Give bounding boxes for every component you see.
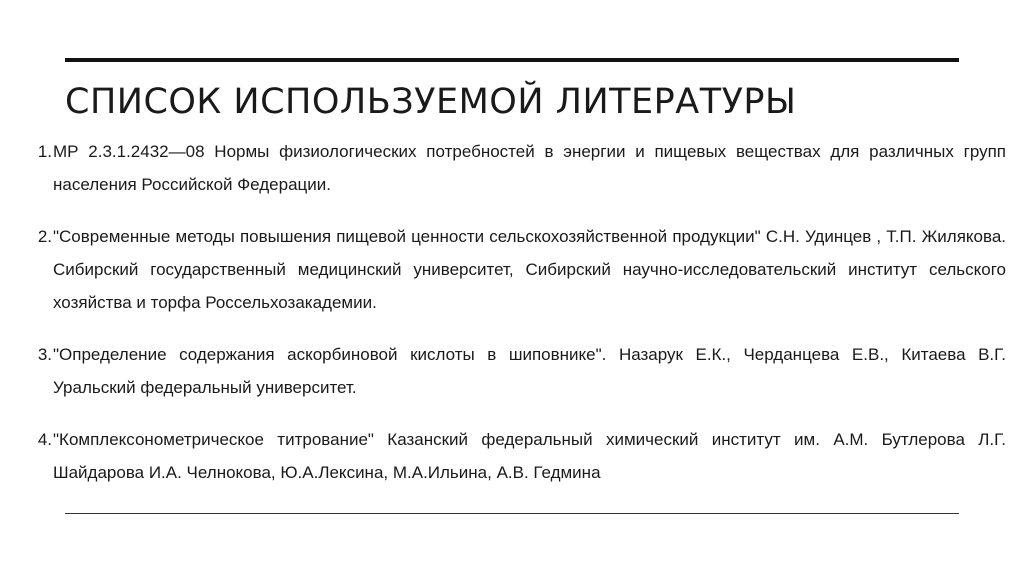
title-top-rule: [65, 58, 959, 62]
reference-item-4: [30, 423, 1006, 489]
reference-text: "Определение содержания аскорбиновой кислоты в шиповнике". Назарук Е.К., Черданцева Е.В., Китаева В.Г. Уральский федеральный университет.: [53, 345, 1006, 397]
reference-text: "Комплексонометрическое титрование" Казанский федеральный химический институт им. А.М. Бутлерова Л.Г. Шайдарова И.А. Челнокова, Ю.А.Лексина, М.А.Ильина, А.В. Гедмина: [53, 430, 1006, 482]
reference-item-1: [30, 135, 1006, 201]
reference-number: 2.: [37, 227, 52, 246]
reference-number: 1.: [37, 142, 52, 161]
reference-list: [30, 135, 1006, 508]
bottom-rule: [65, 513, 959, 514]
page-title: СПИСОК ИСПОЛЬЗУЕМОЙ ЛИТЕРАТУРЫ: [65, 82, 797, 122]
reference-text: МР 2.3.1.2432—08 Нормы физиологических потребностей в энергии и пищевых веществах для различных групп населения Российской Федерации.: [53, 142, 1006, 194]
reference-number: 3.: [37, 345, 52, 364]
reference-item-2: [30, 220, 1006, 319]
reference-item-3: [30, 338, 1006, 404]
reference-text: "Современные методы повышения пищевой ценности сельскохозяйственной продукции" С.Н. Удинцев , Т.П. Жилякова. Сибирский государственный медицинский университет, Сибирский научно-исследовательский институт сельского хозяйства и торфа Россельхозакадемии.: [53, 227, 1006, 312]
reference-number: 4.: [37, 430, 52, 449]
